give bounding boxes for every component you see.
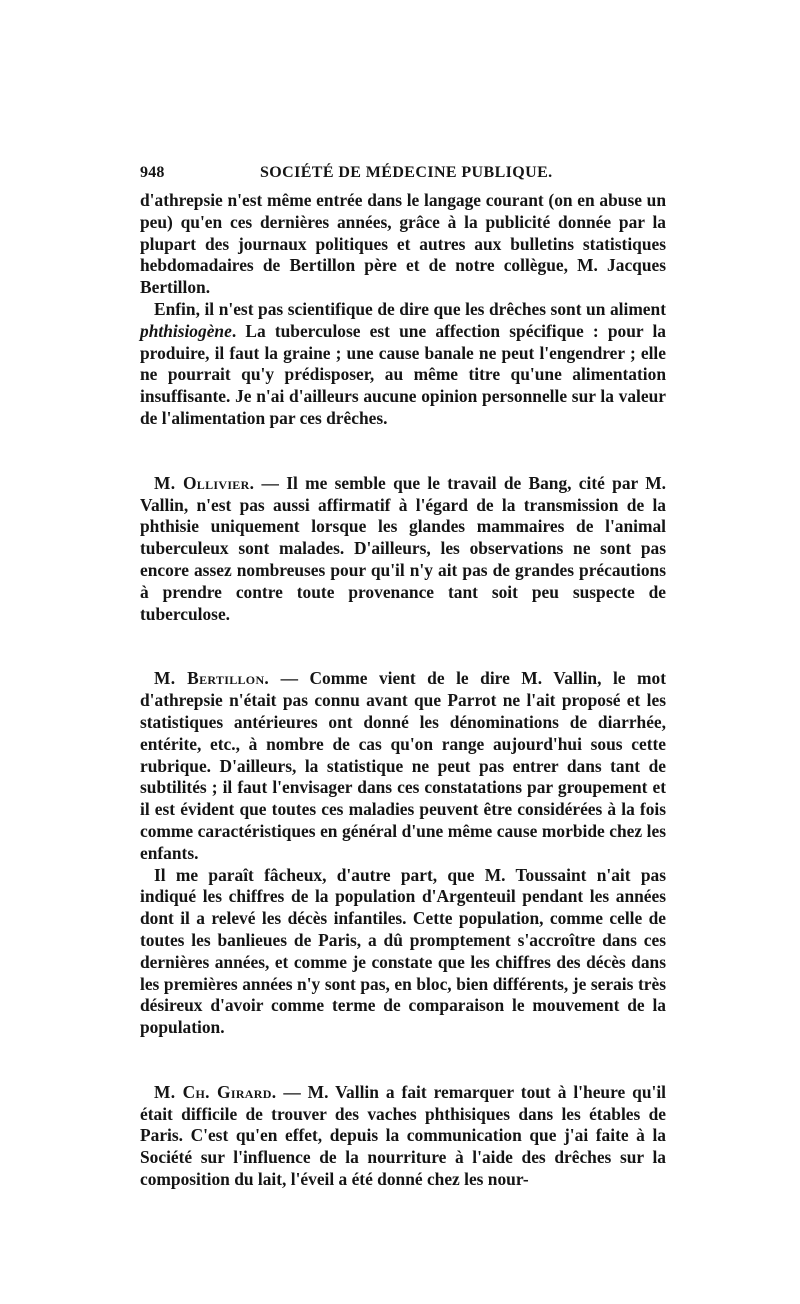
intervention-ollivier <box>140 473 666 626</box>
term-phthisiogene: phthisiogène <box>140 320 232 341</box>
girard-text: — M. Vallin a fait remarquer tout à l'heure qu'il était difficile de trouver des vaches phthisiques dans les étables de Paris. C'est qu'en effet, depuis la communication que j'ai faite à la Société sur l'influence de la nourriture à l'aide des drêches sur la composition du lait, l'éveil a été donné chez les nour- <box>140 1081 667 1190</box>
ollivier-text: — Il me semble que le travail de Bang, cité par M. Vallin, n'est pas aussi affirmatif à l'égard de la transmission de la phthisie uniquement lorsque les glandes mammaires de l'animal tuberculeux sont malades. D'ailleurs, les observations ne sont pas encore assez nombreuses pour qu'il n'y ait pas de grandes précautions à prendre contre toute provenance tant soit peu suspecte de tuberculose. <box>140 472 666 624</box>
paragraph-dreches-end: . La tuberculose est une affection spécifique : pour la produire, il faut la graine ; une cause banale ne peut l'engendrer ; elle ne pourrait qu'y prédisposer, au même titre qu'une alimentation insuffisante. Je n'ai d'ailleurs aucune opinion personnelle sur la valeur de l'alimentation par ces drêches. <box>140 320 666 428</box>
bertillon-text: — Comme vient de le dire M. Vallin, le mot d'athrepsie n'était pas connu avant que Parrot ne l'ait proposé et les statistiques antérieures ont donné les dénominations de diarrhée, entérite, etc., à nombre de cas qu'on range aujourd'hui sous cette rubrique. D'ailleurs, la statistique ne peut pas entrer dans tant de subtilités ; il faut l'envisager dans ces constatations par groupement et il est évident que toutes ces maladies peuvent être considérées à la fois comme caractéristiques en général d'une même cause morbide chez les enfants. <box>140 668 666 863</box>
paragraph-dreches <box>140 299 666 430</box>
section-gap <box>140 1039 666 1082</box>
paragraph-athrepsie: d'athrepsie n'est même entrée dans le langage courant (on en abuse un peu) qu'en ces dernières années, grâce à la publicité donnée par la plupart des journaux politiques et autres aux bulletins statistiques hebdomadaires de Bertillon père et de notre collègue, M. Jacques Bertillon. <box>140 190 666 298</box>
intervention-bertillon <box>140 668 666 864</box>
speaker-girard: M. Ch. Girard. <box>154 1081 277 1102</box>
page-header <box>140 164 666 190</box>
section-gap <box>140 625 666 668</box>
page-number: 948 <box>140 164 165 181</box>
running-title: SOCIÉTÉ DE MÉDECINE PUBLIQUE. <box>260 164 553 181</box>
paragraph-dreches-start: Enfin, il n'est pas scientifique de dire que les drêches sont un aliment <box>154 298 666 319</box>
intervention-girard <box>140 1082 666 1191</box>
speaker-ollivier: M. Ollivier. <box>154 472 255 493</box>
section-gap <box>140 430 666 473</box>
document-page <box>140 164 666 1191</box>
speaker-bertillon: M. Bertillon. <box>154 668 270 689</box>
paragraph-argenteuil: Il me paraît fâcheux, d'autre part, que M. Toussaint n'ait pas indiqué les chiffres de la population d'Argenteuil pendant les années dont il a relevé les décès infantiles. Cette population, comme celle de toutes les banlieues de Paris, a dû promptement s'accroître dans ces dernières années, et comme je constate que les chiffres des décès dans les premières années n'y sont pas, en bloc, bien différents, je serais très désireux d'avoir comme terme de comparaison le mouvement de la population. <box>140 864 666 1038</box>
